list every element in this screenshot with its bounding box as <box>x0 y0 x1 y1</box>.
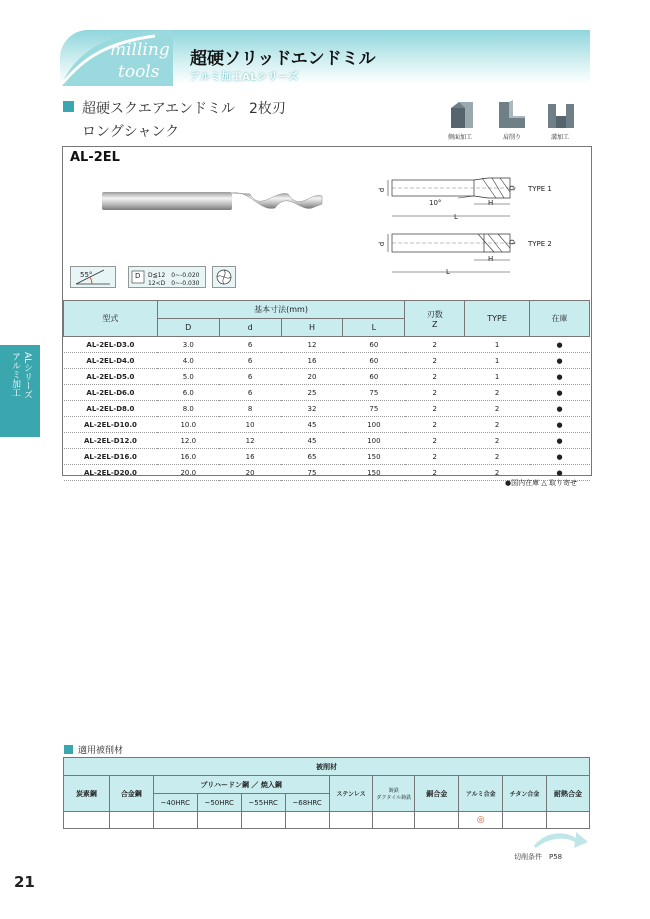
cell-type: 2 <box>465 433 530 449</box>
mat-cell <box>415 812 459 829</box>
cell-d: 10 <box>219 417 281 433</box>
type2-dim-H: H <box>488 255 494 263</box>
mat-aluminum-mark: ◎ <box>459 812 503 829</box>
slotting-icon <box>546 100 576 130</box>
table-row <box>64 401 590 417</box>
side-machining-icon <box>447 100 477 130</box>
mat-hrc-40: ~40HRC <box>153 794 197 812</box>
cell-stock: ● <box>530 449 590 465</box>
section-title-line1: 超硬スクエアエンドミル 2枚刃 <box>82 101 286 117</box>
cell-L: 75 <box>343 385 405 401</box>
cell-model: AL-2EL-D20.0 <box>64 465 158 481</box>
cell-H: 45 <box>281 417 343 433</box>
spec-table <box>63 300 590 481</box>
mat-hrc-68: ~68HRC <box>285 794 329 812</box>
cell-L: 100 <box>343 433 405 449</box>
side-tab-label-2: ALシリーズ <box>22 352 32 400</box>
mat-alloy-steel: 合金鋼 <box>109 776 153 812</box>
cell-type: 1 <box>465 337 530 353</box>
cell-type: 1 <box>465 353 530 369</box>
shoulder-milling-icon <box>497 100 527 130</box>
helix-angle-value: 55° <box>80 271 93 279</box>
stock-legend: ●国内在庫 △ 取り寄せ <box>505 479 577 487</box>
cell-H: 32 <box>281 401 343 417</box>
mat-heat-resistant: 耐熱合金 <box>547 776 590 812</box>
type2-dim-D: D <box>508 239 517 245</box>
cell-model: AL-2EL-D6.0 <box>64 385 158 401</box>
cell-type: 2 <box>465 401 530 417</box>
type1-dim-H: H <box>488 199 494 207</box>
op-label-shoulder: 肩削り <box>502 134 521 141</box>
cell-D: 10.0 <box>157 417 219 433</box>
materials-marker <box>64 745 73 754</box>
cell-d: 6 <box>219 369 281 385</box>
type1-angle: 10° <box>429 199 442 207</box>
cell-stock: ● <box>530 337 590 353</box>
table-row <box>64 337 590 353</box>
cell-d: 20 <box>219 465 281 481</box>
cell-d: 8 <box>219 401 281 417</box>
cell-D: 20.0 <box>157 465 219 481</box>
col-stock: 在庫 <box>530 301 590 337</box>
cell-model: AL-2EL-D5.0 <box>64 369 158 385</box>
page-subtitle: アルミ加工ALシリーズ <box>190 72 299 83</box>
cell-Z: 2 <box>405 401 465 417</box>
endmill-photo <box>100 186 325 216</box>
cell-type: 2 <box>465 385 530 401</box>
brand-tools: tools <box>118 62 160 82</box>
materials-suitability-row <box>64 812 590 829</box>
section-marker <box>63 101 74 112</box>
cell-H: 12 <box>281 337 343 353</box>
cell-model: AL-2EL-D8.0 <box>64 401 158 417</box>
type2-dim-L: L <box>446 268 450 276</box>
cell-model: AL-2EL-D3.0 <box>64 337 158 353</box>
cell-Z: 2 <box>405 449 465 465</box>
op-label-slot: 溝加工 <box>550 134 569 141</box>
mat-cell <box>197 812 241 829</box>
col-type: TYPE <box>465 301 530 337</box>
flute-section-icon <box>212 266 236 288</box>
cell-stock: ● <box>530 353 590 369</box>
cell-Z: 2 <box>405 369 465 385</box>
cell-D: 5.0 <box>157 369 219 385</box>
table-row <box>64 433 590 449</box>
mat-cell <box>285 812 329 829</box>
cell-stock: ● <box>530 401 590 417</box>
cell-type: 2 <box>465 449 530 465</box>
cell-D: 6.0 <box>157 385 219 401</box>
table-row <box>64 385 590 401</box>
cell-L: 60 <box>343 337 405 353</box>
cell-Z: 2 <box>405 433 465 449</box>
cell-Z: 2 <box>405 385 465 401</box>
type1-dim-d: d <box>378 187 387 193</box>
cell-stock: ● <box>530 465 590 481</box>
materials-group-header: 被削材 <box>64 758 590 776</box>
cell-H: 16 <box>281 353 343 369</box>
cell-L: 150 <box>343 465 405 481</box>
cell-type: 1 <box>465 369 530 385</box>
cell-D: 16.0 <box>157 449 219 465</box>
materials-table <box>63 757 590 829</box>
cell-model: AL-2EL-D16.0 <box>64 449 158 465</box>
type1-label: TYPE 1 <box>528 185 552 193</box>
cell-L: 100 <box>343 417 405 433</box>
cell-Z: 2 <box>405 465 465 481</box>
mat-cast-iron-1: 鋳鉄 <box>388 787 399 794</box>
cell-L: 60 <box>343 353 405 369</box>
type2-label: TYPE 2 <box>528 240 552 248</box>
type1-dim-L: L <box>454 213 458 221</box>
materials-title: 適用被削材 <box>78 746 124 756</box>
table-row <box>64 449 590 465</box>
col-flutes <box>405 301 465 337</box>
col-d: d <box>219 319 281 337</box>
mat-cell <box>373 812 415 829</box>
table-row <box>64 417 590 433</box>
type2-dim-d: d <box>378 241 387 247</box>
type1-dim-D: D <box>508 185 517 191</box>
cell-Z: 2 <box>405 353 465 369</box>
cell-L: 60 <box>343 369 405 385</box>
mat-copper: 銅合金 <box>415 776 459 812</box>
col-L: L <box>343 319 405 337</box>
page-number: 21 <box>14 873 35 891</box>
cell-stock: ● <box>530 369 590 385</box>
product-code: AL-2EL <box>70 150 120 165</box>
cell-model: AL-2EL-D12.0 <box>64 433 158 449</box>
mat-cell <box>109 812 153 829</box>
tolerance-line2: 12<D 0~-0.030 <box>148 280 200 287</box>
type1-drawing <box>378 168 528 226</box>
mat-cast-iron-2: ダクタイル鋳鉄 <box>376 794 412 801</box>
type2-drawing <box>378 228 528 280</box>
cell-d: 6 <box>219 337 281 353</box>
op-label-side: 側面加工 <box>447 134 472 141</box>
table-row <box>64 353 590 369</box>
col-flutes-label: 刃数 <box>426 309 443 319</box>
col-flutes-sub: Z <box>431 319 438 329</box>
cell-d: 16 <box>219 449 281 465</box>
cell-H: 75 <box>281 465 343 481</box>
mat-cell <box>153 812 197 829</box>
mat-cell <box>241 812 285 829</box>
cell-D: 3.0 <box>157 337 219 353</box>
mat-hrc-55: ~55HRC <box>241 794 285 812</box>
tolerance-symbol: D <box>135 272 141 280</box>
table-row <box>64 369 590 385</box>
cell-type: 2 <box>465 417 530 433</box>
mat-stainless: ステンレス <box>329 776 373 812</box>
tolerance-line1: D≦12 0~-0.020 <box>148 272 200 279</box>
cell-model: AL-2EL-D4.0 <box>64 353 158 369</box>
cell-H: 45 <box>281 433 343 449</box>
cell-D: 4.0 <box>157 353 219 369</box>
side-tab-label-1: アルミ加工 <box>10 352 20 397</box>
cell-stock: ● <box>530 417 590 433</box>
cell-model: AL-2EL-D10.0 <box>64 417 158 433</box>
cell-D: 8.0 <box>157 401 219 417</box>
helix-angle-icon <box>70 266 116 288</box>
col-basic-dimensions: 基本寸法(mm) <box>157 301 404 319</box>
page-title: 超硬ソリッドエンドミル <box>190 49 376 69</box>
mat-aluminum: アルミ合金 <box>459 776 503 812</box>
cell-d: 6 <box>219 353 281 369</box>
section-title-line2: ロングシャンク <box>82 124 180 140</box>
col-model: 型式 <box>64 301 158 337</box>
mat-cell <box>329 812 373 829</box>
cell-type: 2 <box>465 465 530 481</box>
mat-cell <box>64 812 110 829</box>
cell-H: 25 <box>281 385 343 401</box>
mat-hrc-50: ~50HRC <box>197 794 241 812</box>
cell-D: 12.0 <box>157 433 219 449</box>
mat-cast-iron <box>373 776 415 812</box>
cell-d: 12 <box>219 433 281 449</box>
cell-Z: 2 <box>405 417 465 433</box>
mat-carbon-steel: 炭素鋼 <box>64 776 110 812</box>
mat-titanium: チタン合金 <box>503 776 547 812</box>
cell-L: 150 <box>343 449 405 465</box>
cell-stock: ● <box>530 433 590 449</box>
col-D: D <box>157 319 219 337</box>
cell-L: 75 <box>343 401 405 417</box>
cell-H: 65 <box>281 449 343 465</box>
col-H: H <box>281 319 343 337</box>
cell-H: 20 <box>281 369 343 385</box>
cell-Z: 2 <box>405 337 465 353</box>
cell-stock: ● <box>530 385 590 401</box>
cutting-conditions-link[interactable]: 切削条件 P58 <box>514 853 563 861</box>
mat-prehardened: プリハードン鋼 ／ 焼入鋼 <box>153 776 329 794</box>
cell-d: 6 <box>219 385 281 401</box>
brand-milling: milling <box>110 40 170 60</box>
cutting-conditions-arrow-icon[interactable] <box>530 826 590 852</box>
